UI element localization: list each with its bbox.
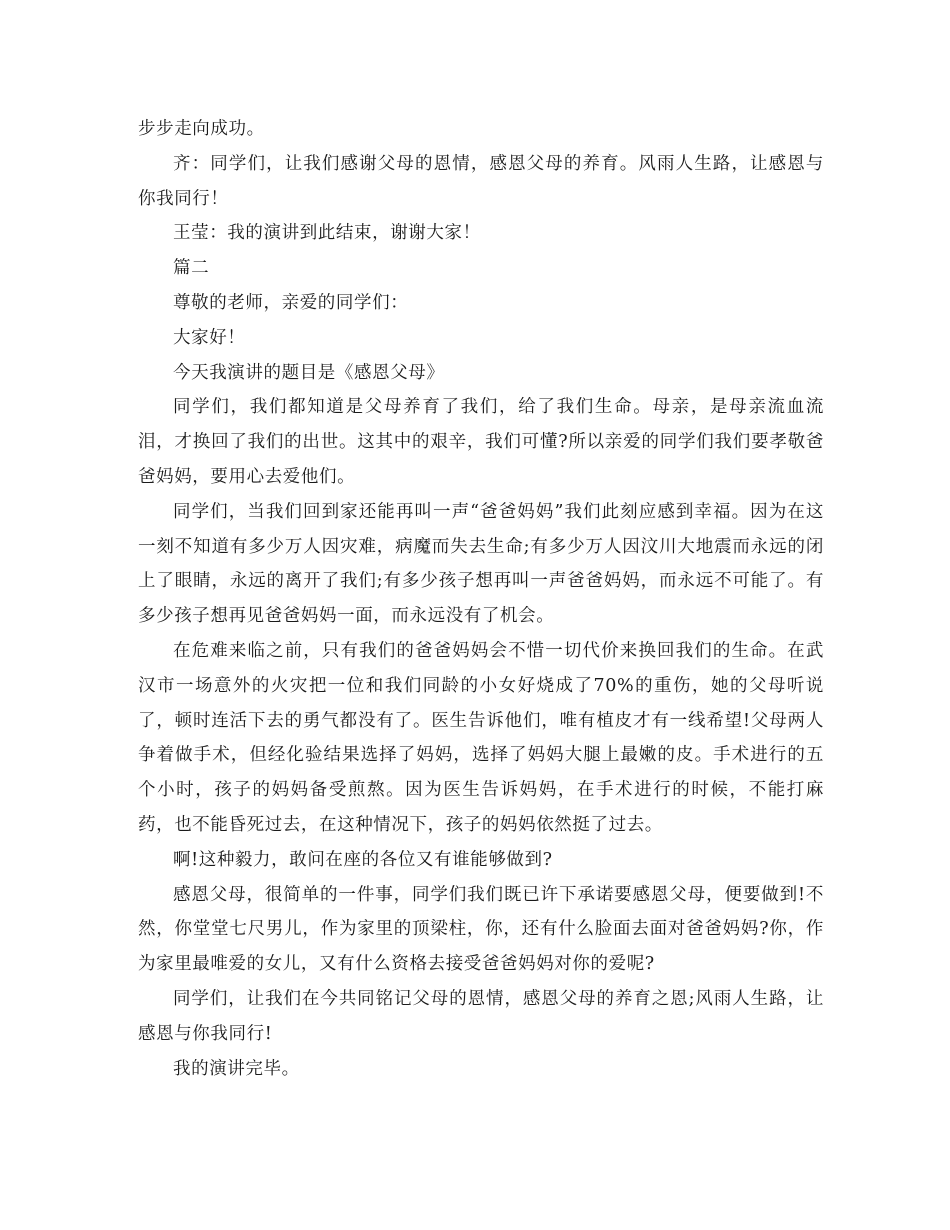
section-heading: 篇二 [173,258,210,279]
paragraph: 王莹：我的演讲到此结束，谢谢大家！ [173,223,481,244]
speech-title-line: 今天我演讲的题目是《感恩父母》 [173,362,445,383]
paragraph: 同学们，让我们在今共同铭记父母的恩情，感恩父母的养育之恩;风雨人生路，让感恩与你我同行! [138,988,824,1044]
paragraph: 步步走向成功。 [138,119,265,139]
paragraph: 感恩父母，很简单的一件事，同学们我们既已许下承诺要感恩父母，便要做到!不然，你堂堂七尺男儿，作为家里的顶梁柱，你，还有什么脸面去面对爸爸妈妈?你，作为家里最唯爱的女儿，又有什么资格去接受爸爸妈妈对你的爱呢? [138,884,824,975]
paragraph: 齐：同学们，让我们感谢父母的恩情，感恩父母的养育。风雨人生路，让感恩与你我同行！ [138,153,824,209]
document-body [138,112,824,1086]
paragraph: 啊!这种毅力，敢问在座的各位又有谁能够做到? [173,849,553,870]
salutation: 尊敬的老师，亲爱的同学们： [173,292,409,313]
closing-line: 我的演讲完毕。 [173,1058,300,1079]
paragraph: 同学们，我们都知道是父母养育了我们，给了我们生命。母亲，是母亲流血流泪，才换回了我们的出世。这其中的艰辛，我们可懂?所以亲爱的同学们我们要孝敬爸爸妈妈，要用心去爱他们。 [138,397,824,487]
paragraph: 同学们，当我们回到家还能再叫一声“爸爸妈妈”我们此刻应感到幸福。因为在这一刻不知道有多少万人因灾难，病魔而失去生命;有多少万人因汶川大地震而永远的闭上了眼睛，永远的离开了我们;有多少孩子想再叫一声爸爸妈妈，而永远不可能了。有多少孩子想再见爸爸妈妈一面，而永远没有了机会。 [138,501,824,627]
greeting: 大家好！ [173,327,246,348]
paragraph: 在危难来临之前，只有我们的爸爸妈妈会不惜一切代价来换回我们的生命。在武汉市一场意外的火灾把一位和我们同龄的小女好烧成了70%的重伤，她的父母听说了，顿时连活下去的勇气都没有了。医生告诉他们，唯有植皮才有一线希望!父母两人争着做手术，但经化验结果选择了妈妈，选择了妈妈大腿上最嫩的皮。手术进行的五个小时，孩子的妈妈备受煎熬。因为医生告诉妈妈，在手术进行的时候，不能打麻药，也不能昏死过去，在这种情况下，孩子的妈妈依然挺了过去。 [138,640,824,835]
